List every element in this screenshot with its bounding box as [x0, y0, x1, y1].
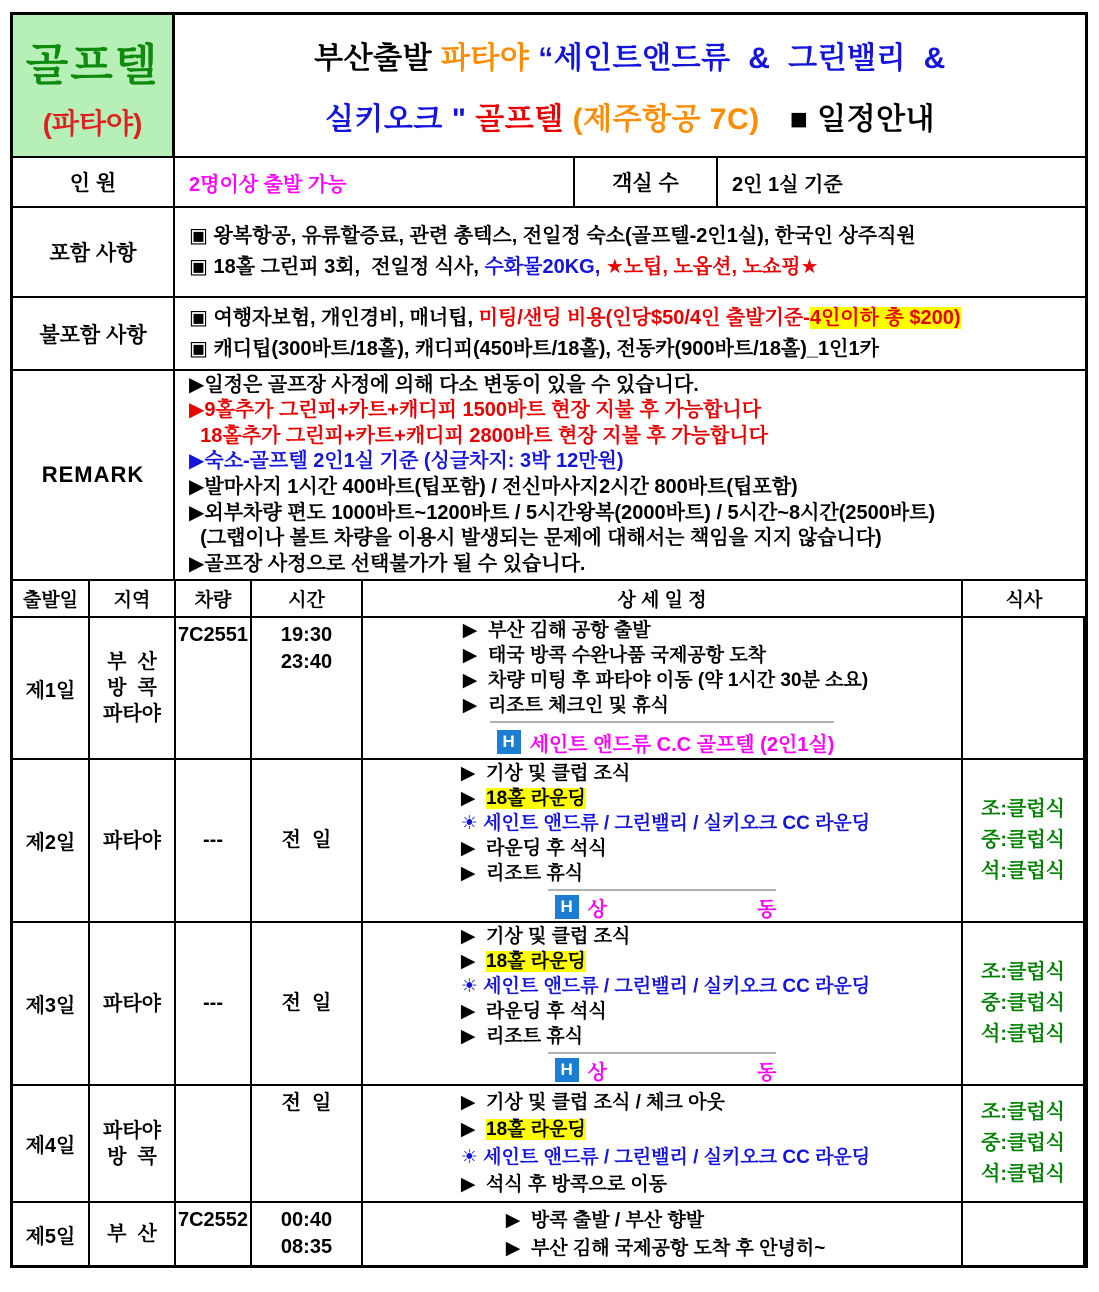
- label-excluded: 불포함 사항: [13, 298, 175, 369]
- detail-line: ▶ 리조트 휴식: [460, 1025, 584, 1047]
- persons-value: 2명이상 출발 가능: [175, 158, 575, 206]
- day-flight-number: ---: [176, 923, 252, 1084]
- detail-line: ▶ 부산 김해 국제공항 도착 후 안녕히~: [505, 1237, 826, 1259]
- rooms-value: 2인 1실 기준: [732, 173, 843, 196]
- day-region: 부 산 방 콕 파타야: [90, 618, 176, 758]
- detail-line: ▶ 리조트 체크인 및 휴식: [462, 695, 669, 716]
- schedule-day-row: [13, 923, 1085, 1086]
- detail-line: ▶ 태국 방콕 수완나품 국제공항 도착: [462, 645, 767, 666]
- excluded-row: [13, 298, 1085, 371]
- remark-row: [13, 371, 1085, 581]
- label-included: 포함 사항: [13, 208, 175, 296]
- day-details: [363, 1203, 963, 1265]
- hotel-name: 상 동: [587, 898, 777, 921]
- info-row: [13, 158, 1085, 208]
- text-line: (그랩이나 볼트 차량을 이용시 발생되는 문제에 대해서는 책임을 지지 않습니다): [189, 527, 882, 550]
- col-details: 상 세 일 정: [363, 581, 963, 616]
- day-flight-number: 7C2551: [176, 618, 252, 758]
- detail-line: ▶ 18홀 라운딩: [460, 1119, 586, 1141]
- day-time: 전 일: [252, 1086, 363, 1201]
- text-line: ▣ 여행자보험, 개인경비, 매너팁, 미팅/샌딩 비용(인당$50/4인 출발기준-4인이하 총 $200): [189, 306, 961, 329]
- detail-line: ▶ 기상 및 클럽 조식: [460, 925, 631, 947]
- day-time: 전 일: [252, 760, 363, 921]
- day-region: 파타야: [90, 923, 176, 1084]
- day-label: 제4일: [13, 1086, 90, 1201]
- schedule-day-row: [13, 1086, 1085, 1203]
- day-time: 00:40 08:35: [252, 1203, 363, 1265]
- text-line: ▶숙소-골프텔 2인1실 기준 (싱글차지: 3박 12만원): [189, 450, 624, 473]
- hotel-name: 상 동: [587, 1061, 777, 1084]
- text-line: ▣ 18홀 그린피 3회, 전일정 식사, 수화물20KG, ★노팁, 노옵션, 노쇼핑★: [189, 256, 819, 278]
- day-meals: 조:클럽식 중:클럽식 석:클럽식: [963, 760, 1085, 921]
- excluded-items: [175, 298, 1085, 369]
- text-line: ▣ 캐디팁(300바트/18홀), 캐디피(450바트/18홀), 전동카(900바트/18홀)_1인1카: [189, 337, 879, 360]
- day-detail-lines: [454, 758, 870, 889]
- sun-icon: ☀: [460, 1146, 484, 1168]
- detail-line: ▶ 부산 김해 공항 출발: [462, 620, 651, 641]
- schedule-body: [13, 618, 1085, 1265]
- detail-line: ▶ 기상 및 클럽 조식 / 체크 아웃: [460, 1092, 725, 1114]
- hotel-line: [490, 721, 835, 761]
- itinerary-document: [10, 12, 1088, 1268]
- day-details: [363, 618, 963, 758]
- detail-line: ▶ 리조트 휴식: [460, 862, 584, 884]
- col-meals: 식사: [1005, 590, 1043, 611]
- remark-items: [175, 371, 1085, 579]
- detail-line: ☀ 세인트 앤드류 / 그린밸리 / 실키오크 CC 라운딩: [460, 975, 871, 997]
- day-meals: [963, 618, 1085, 758]
- day-label: 제3일: [13, 923, 90, 1084]
- detail-line: ▶ 석식 후 방콕으로 이동: [460, 1173, 668, 1195]
- col-region: 지역: [90, 581, 176, 616]
- product-badge: [13, 15, 175, 156]
- hotel-icon: H: [555, 1058, 579, 1082]
- included-items: [175, 208, 1085, 296]
- day-time: 19:30 23:40: [252, 618, 363, 758]
- text-line: ▶일정은 골프장 사정에 의해 다소 변동이 있을 수 있습니다.: [189, 373, 699, 396]
- detail-line: ▶ 라운딩 후 석식: [460, 837, 607, 859]
- label-remark: REMARK: [13, 371, 175, 579]
- day-flight-number: [176, 1086, 252, 1201]
- text-line: ▶골프장 사정으로 선택불가가 될 수 있습니다.: [189, 552, 586, 575]
- sun-icon: ☀: [460, 812, 484, 834]
- detail-line: ▶ 18홀 라운딩: [460, 950, 586, 972]
- day-details: [363, 760, 963, 921]
- schedule-header: [13, 581, 1085, 618]
- text-line: ▶9홀추가 그린피+카트+캐디피 1500바트 현장 지불 후 가능합니다: [189, 399, 762, 422]
- day-label: 제1일: [13, 618, 90, 758]
- label-persons: 인 원: [13, 158, 175, 206]
- title-line-1: 부산출발 파타야 “세인트앤드류 & 그린밸리 &: [314, 42, 946, 76]
- day-detail-lines: [456, 615, 868, 721]
- detail-line: ☀ 세인트 앤드류 / 그린밸리 / 실키오크 CC 라운딩: [460, 812, 871, 834]
- day-flight-number: 7C2552: [176, 1203, 252, 1265]
- day-label: 제2일: [13, 760, 90, 921]
- day-meals: 조:클럽식 중:클럽식 석:클럽식: [963, 923, 1085, 1084]
- day-label: 제5일: [13, 1203, 90, 1265]
- text-line: ▣ 왕복항공, 유류할증료, 관련 총텍스, 전일정 숙소(골프텔-2인1실), 한국인 상주직원: [189, 225, 916, 247]
- detail-line: ▶ 라운딩 후 석식: [460, 1000, 607, 1022]
- text-line: ▶외부차량 편도 1000바트~1200바트 / 5시간왕복(2000바트) / 5시간~8시간(2500바트): [189, 501, 936, 524]
- detail-line: ☀ 세인트 앤드류 / 그린밸리 / 실키오크 CC 라운딩: [460, 1146, 871, 1168]
- schedule-day-row: [13, 618, 1085, 760]
- hotel-line: [548, 889, 777, 924]
- col-time: 시간: [252, 581, 363, 616]
- detail-line: ▶ 기상 및 클럽 조식: [460, 762, 631, 784]
- text-line: 18홀추가 그린피+카트+캐디피 2800바트 현장 지불 후 가능합니다: [189, 424, 768, 447]
- hotel-name: 세인트 앤드류 C.C 골프텔 (2인1실): [529, 733, 835, 756]
- col-vehicle: 차량: [176, 581, 252, 616]
- hotel-line: [548, 1052, 777, 1087]
- schedule-day-row: [13, 760, 1085, 923]
- label-rooms: 객실 수: [575, 158, 718, 206]
- day-detail-lines: [454, 1086, 870, 1201]
- detail-line: ▶ 18홀 라운딩: [460, 787, 586, 809]
- badge-subtitle: (파타야): [42, 107, 143, 139]
- included-row: [13, 208, 1085, 298]
- day-meals: 조:클럽식 중:클럽식 석:클럽식: [963, 1086, 1085, 1201]
- day-region: 파타야 방 콕: [90, 1086, 176, 1201]
- detail-line: ▶ 방콕 출발 / 부산 향발: [505, 1209, 705, 1231]
- header-row: [13, 15, 1085, 158]
- day-region: 파타야: [90, 760, 176, 921]
- day-region: 부 산: [90, 1203, 176, 1265]
- sun-icon: ☀: [460, 975, 484, 997]
- title-line-2: 실키오크 " 골프텔 (제주항공 7C) ■ 일정안내: [324, 102, 936, 136]
- badge-title: 골프텔: [25, 41, 160, 91]
- text-line: ▶발마사지 1시간 400바트(팁포함) / 전신마사지2시간 800바트(팁포함): [189, 476, 798, 498]
- page-title: [175, 15, 1085, 156]
- hotel-icon: H: [555, 895, 579, 919]
- detail-line: ▶ 차량 미팅 후 파타야 이동 (약 1시간 30분 소요): [462, 670, 869, 691]
- day-details: [363, 923, 963, 1084]
- day-flight-number: ---: [176, 760, 252, 921]
- hotel-icon: H: [497, 730, 521, 754]
- day-detail-lines: [499, 1203, 826, 1265]
- day-time: 전 일: [252, 923, 363, 1084]
- day-detail-lines: [454, 921, 870, 1052]
- col-departure-day: 출발일: [13, 581, 90, 616]
- day-details: [363, 1086, 963, 1201]
- schedule-day-row: [13, 1203, 1085, 1265]
- day-meals: [963, 1203, 1085, 1265]
